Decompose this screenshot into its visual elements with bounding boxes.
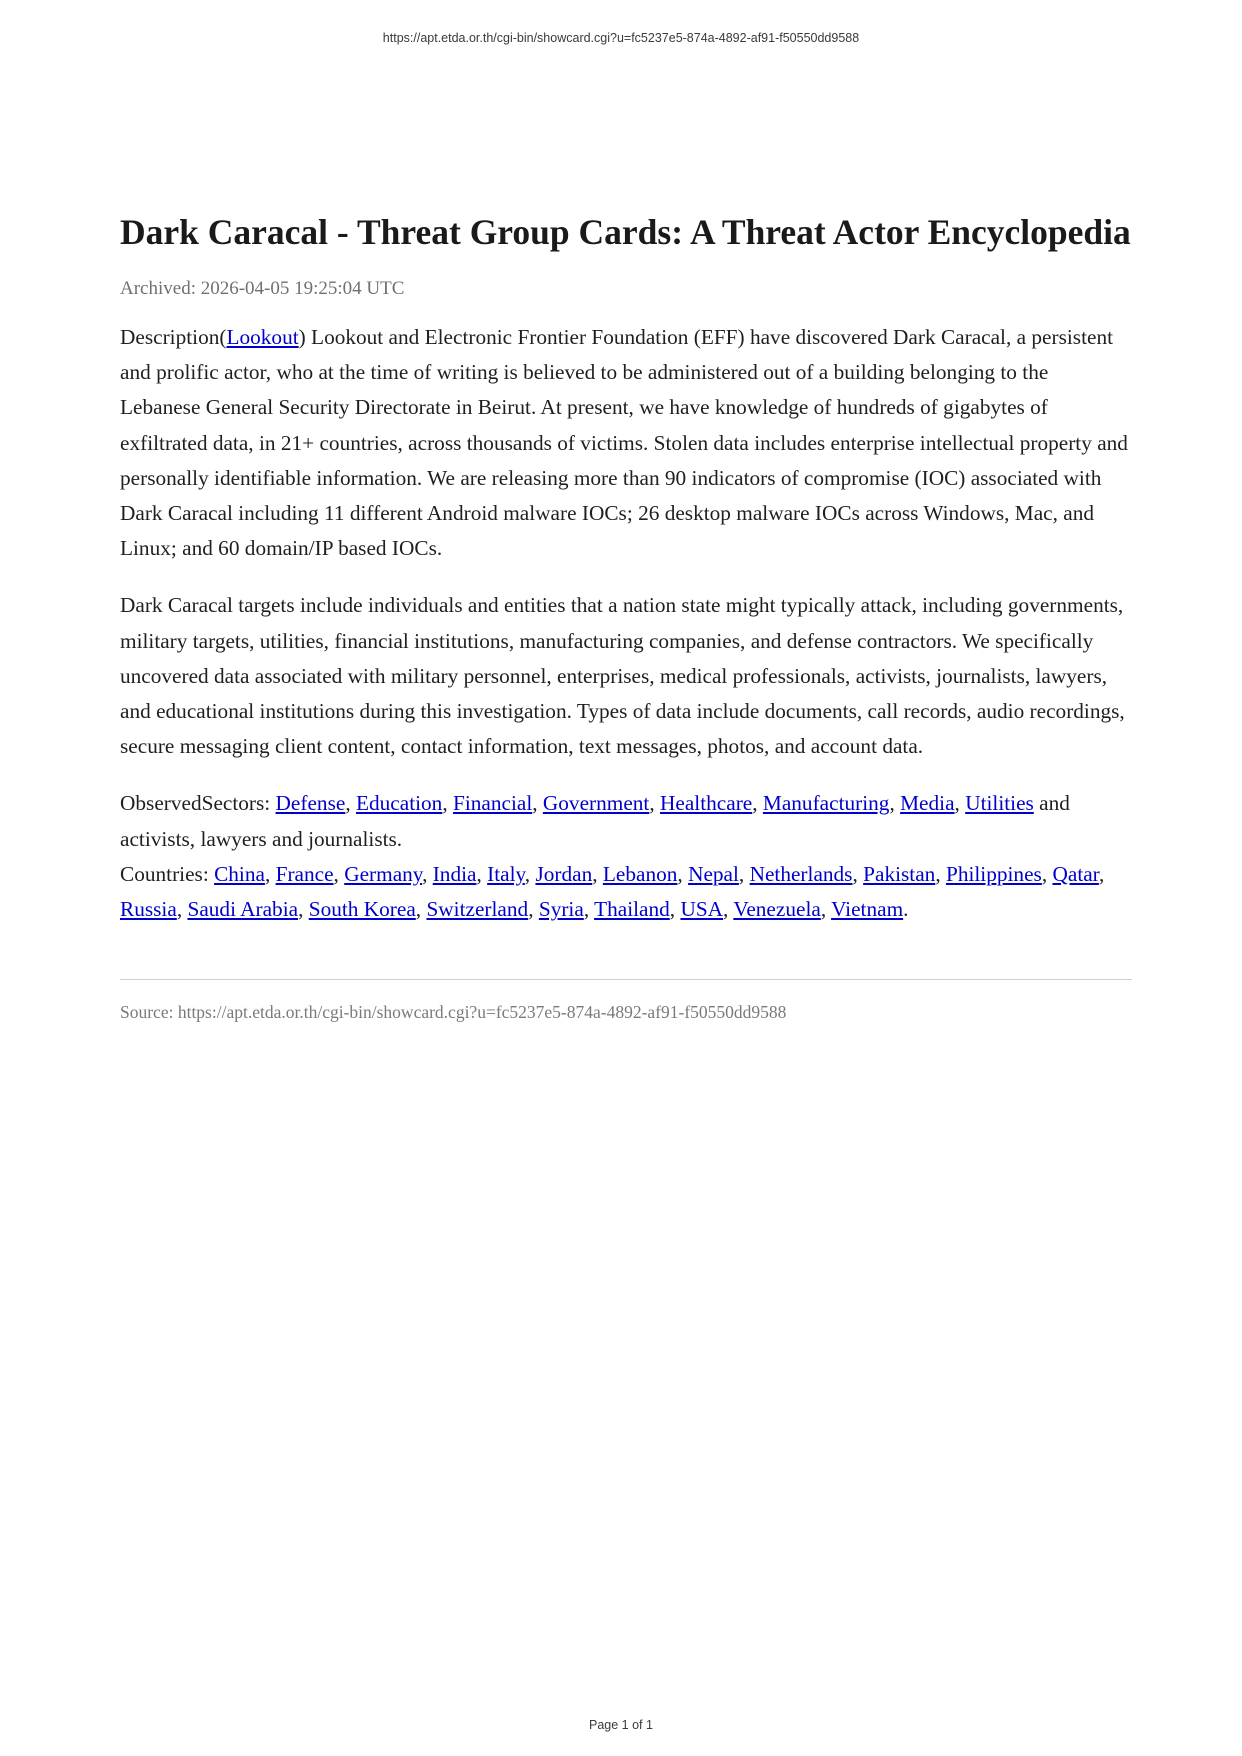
lookout-link[interactable]: Lookout <box>226 325 299 349</box>
country-separator: , <box>583 897 595 922</box>
description-text: Lookout and Electronic Frontier Foundation (EFF) have discovered Dark Caracal, a persistent and prolific actor, who at the time of writing is believed to be administered out of a building belonging to the Lebanese General Security Directorate in Beirut. At present, we have knowledge of hundreds of gigabytes of exfiltrated data, in 21+ countries, across thousands of victims. Stolen data includes enterprise intellectual property and personally identifiable information. We are releasing more than 90 indicators of compromise (IOC) associated with Dark Caracal including 11 different Android malware IOCs; 26 desktop malware IOCs across Windows, Mac, and Linux; and 60 domain/IP based IOCs. <box>120 325 1128 561</box>
country-link-vietnam[interactable]: Vietnam <box>831 897 904 922</box>
country-link-switzerland[interactable]: Switzerland <box>426 897 529 922</box>
sector-link-manufacturing[interactable]: Manufacturing <box>762 791 890 816</box>
country-separator: , <box>528 897 539 922</box>
description-label-close: ) <box>298 325 306 349</box>
country-separator: , <box>176 897 188 922</box>
country-separator: , <box>935 861 946 886</box>
print-header-url: https://apt.etda.or.th/cgi-bin/showcard.cgi?u=fc5237e5-874a-4892-af91-f50550dd9588 <box>382 31 860 45</box>
page-number: Page 1 of 1 <box>589 1718 653 1732</box>
country-link-pakistan[interactable]: Pakistan <box>863 861 936 886</box>
country-separator: , <box>298 897 309 922</box>
country-separator: , <box>669 897 681 922</box>
document-content <box>120 210 1132 1024</box>
country-link-italy[interactable]: Italy <box>487 861 525 886</box>
country-link-qatar[interactable]: Qatar <box>1052 861 1099 886</box>
sector-separator: , <box>954 791 966 816</box>
country-link-usa[interactable]: USA <box>680 897 724 922</box>
sector-link-government[interactable]: Government <box>542 791 650 816</box>
country-separator: , <box>415 897 427 922</box>
sector-link-healthcare[interactable]: Healthcare <box>660 791 753 816</box>
country-separator: , <box>677 861 689 886</box>
country-separator: , <box>852 861 864 886</box>
country-separator: , <box>723 897 734 922</box>
sectors-suffix: and activists, lawyers and journalists. <box>120 791 1070 851</box>
country-link-lebanon[interactable]: Lebanon <box>602 861 678 886</box>
sector-separator: , <box>889 791 901 816</box>
country-separator: , <box>333 861 345 886</box>
countries-list <box>120 862 1104 921</box>
country-link-thailand[interactable]: Thailand <box>594 897 670 922</box>
targets-paragraph: Dark Caracal targets include individuals and entities that a nation state might typically attack, including governments, military targets, utilities, financial institutions, manufacturing companies, and defense contractors. We specifically uncovered data associated with military personnel, enterprises, medical professionals, activists, journalists, lawyers, and educational institutions during this investigation. Types of data include documents, call records, audio recordings, secure messaging client content, contact information, text messages, photos, and account data. <box>120 593 1125 759</box>
country-separator: , <box>264 861 276 886</box>
sectors-countries-block <box>120 786 1132 927</box>
sector-separator: , <box>345 791 356 816</box>
country-link-china[interactable]: China <box>214 861 265 886</box>
sectors-label: ObservedSectors: <box>120 791 276 816</box>
sector-separator: , <box>752 791 763 816</box>
country-link-netherlands[interactable]: Netherlands <box>749 861 853 886</box>
country-link-germany[interactable]: Germany <box>344 861 423 886</box>
countries-suffix: . <box>903 897 909 922</box>
country-link-nepal[interactable]: Nepal <box>688 861 739 886</box>
sector-link-media[interactable]: Media <box>900 791 955 816</box>
sector-separator: , <box>649 791 661 816</box>
description-paragraph <box>120 320 1132 566</box>
sector-separator: , <box>442 791 453 816</box>
country-separator: , <box>524 861 536 886</box>
sector-link-utilities[interactable]: Utilities <box>965 791 1034 816</box>
country-link-south-korea[interactable]: South Korea <box>308 897 416 922</box>
country-link-france[interactable]: France <box>275 861 334 886</box>
countries-label: Countries: <box>120 861 215 886</box>
country-separator: , <box>1098 861 1105 886</box>
country-separator: , <box>476 861 488 886</box>
country-separator: , <box>1041 861 1053 886</box>
country-link-jordan[interactable]: Jordan <box>535 861 593 886</box>
country-link-saudi-arabia[interactable]: Saudi Arabia <box>187 897 299 922</box>
country-separator: , <box>820 897 832 922</box>
sector-separator: , <box>532 791 543 816</box>
sector-link-defense[interactable]: Defense <box>275 791 346 816</box>
country-link-venezuela[interactable]: Venezuela <box>733 897 821 922</box>
sector-link-financial[interactable]: Financial <box>452 791 533 816</box>
country-link-philippines[interactable]: Philippines <box>945 861 1042 886</box>
source-line: Source: https://apt.etda.or.th/cgi-bin/showcard.cgi?u=fc5237e5-874a-4892-af91-f50550dd9588 <box>120 1002 787 1023</box>
country-link-india[interactable]: India <box>432 861 477 886</box>
divider <box>120 979 1132 980</box>
country-separator: , <box>592 861 603 886</box>
page-title: Dark Caracal - Threat Group Cards: A Threat Actor Encyclopedia <box>120 212 1131 252</box>
country-link-russia[interactable]: Russia <box>120 897 177 922</box>
country-separator: , <box>422 861 433 886</box>
sector-link-education[interactable]: Education <box>355 791 443 816</box>
description-label: Description( <box>120 325 227 349</box>
country-separator: , <box>738 861 750 886</box>
sectors-list <box>276 791 1034 815</box>
archived-timestamp: Archived: 2026-04-05 19:25:04 UTC <box>120 278 405 299</box>
country-link-syria[interactable]: Syria <box>538 897 584 922</box>
